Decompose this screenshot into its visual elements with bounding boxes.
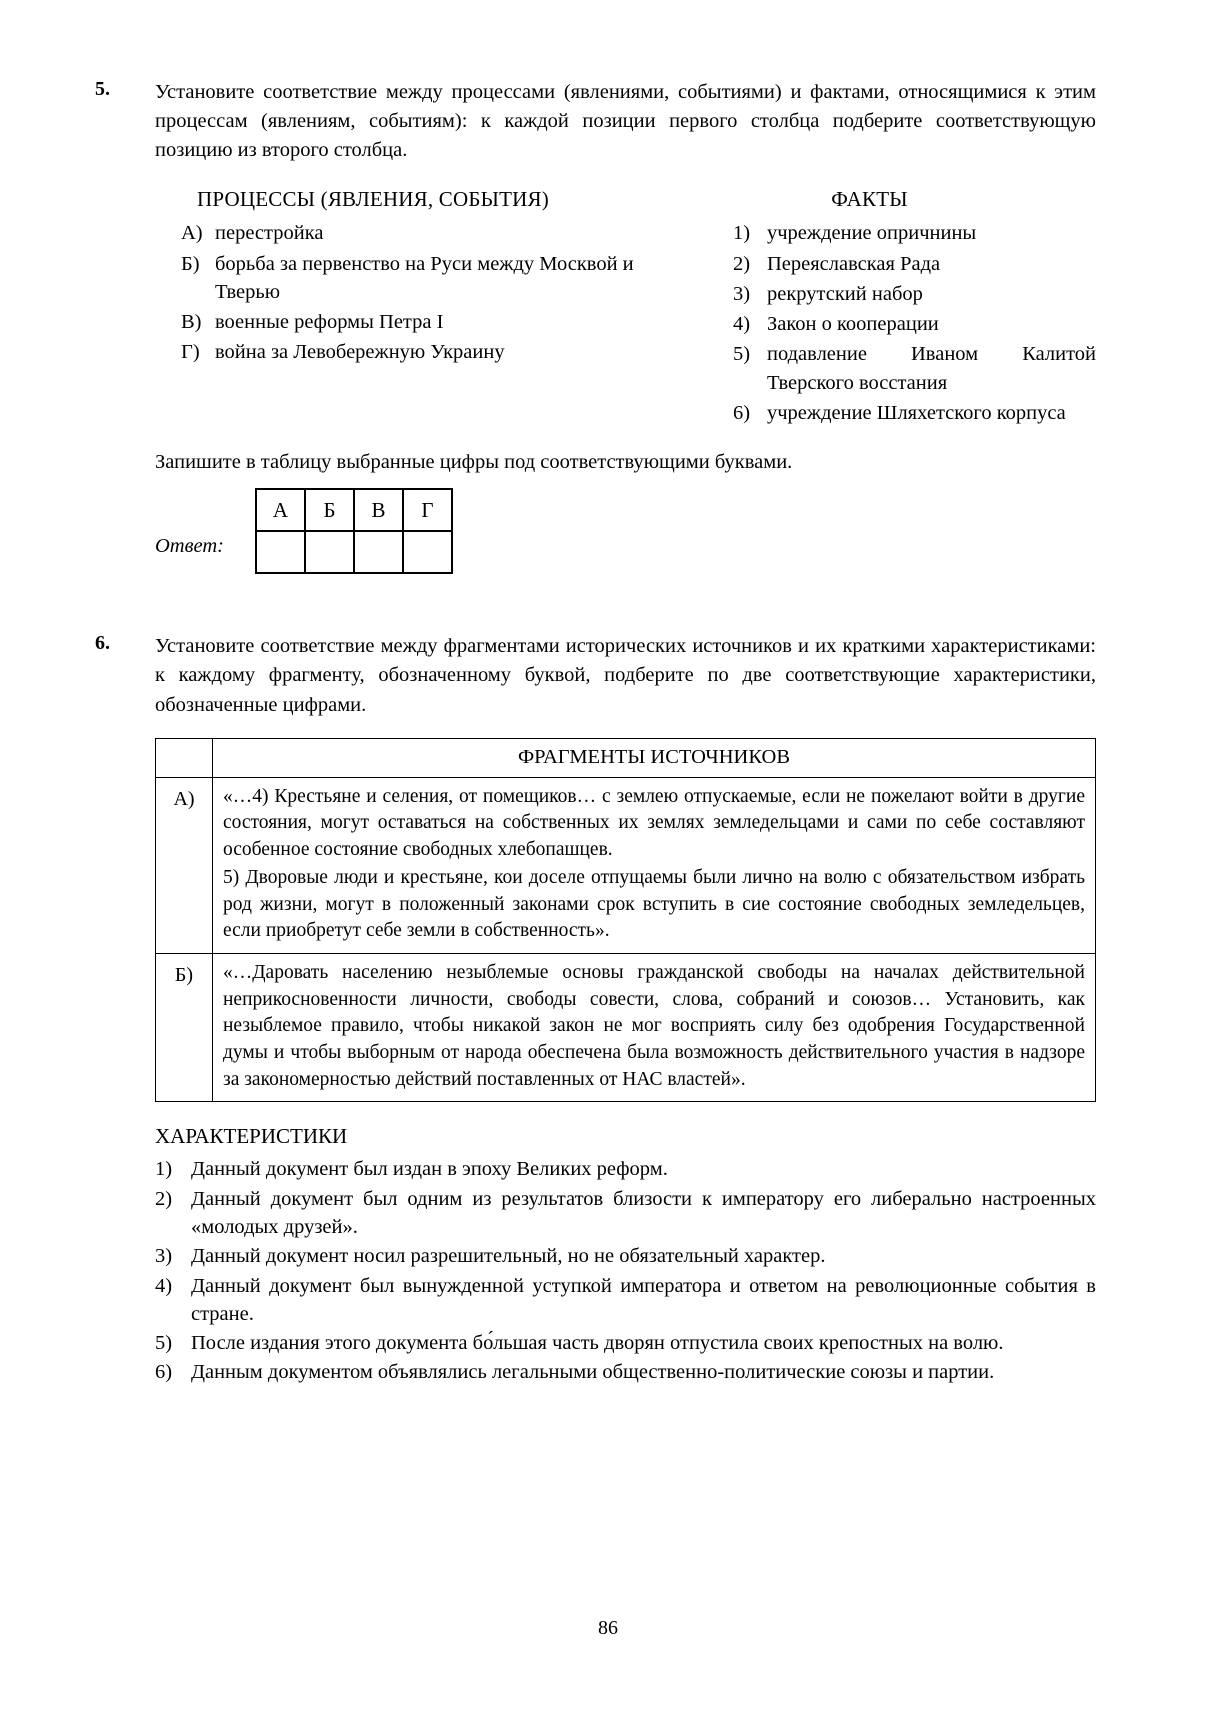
page-number: 86 xyxy=(598,1617,618,1639)
item-text: Данный документ был одним из результатов близости к императору его либерально настроенных «молодых друзей». xyxy=(191,1187,1096,1238)
answer-header-cell: В xyxy=(354,489,403,531)
item-text: война за Левобережную Украину xyxy=(215,341,505,364)
fragment-text xyxy=(213,953,1096,1102)
list-item xyxy=(733,219,1096,247)
answer-input-cell[interactable] xyxy=(403,531,452,573)
sources-table xyxy=(155,738,1096,1103)
item-marker: Г) xyxy=(181,341,200,364)
fragment-paragraph: «…4) Крестьяне и селения, от помещиков… с землею отпускаемые, если не пожелают войти в другие состояния, могут оставаться на собственных их землях земледельцами и сами по себе составляют особенное состояние свободных хлебопашцев. xyxy=(223,785,1085,861)
answer-header-cell: Г xyxy=(403,489,452,531)
item-marker: 6) xyxy=(733,402,751,425)
list-item xyxy=(733,280,1096,308)
list-item xyxy=(733,310,1096,338)
item-text: Данный документ был издан в эпоху Великих реформ. xyxy=(191,1158,668,1181)
list-item xyxy=(181,219,663,247)
table-row xyxy=(156,953,1096,1102)
item-marker: 4) xyxy=(155,1274,173,1297)
fragment-paragraph: «…Даровать населению незыблемые основы гражданской свободы на началах действительной неприкосновенности личности, свободы совести, слова, собраний и союзов… Установить, как незыблемое правило, чтобы никакой закон не мог восприять силу без одобрения Государственной думы и чтобы выборным от народа обеспечена была возможность действительного участия в надзоре за закономерностью действий поставленных от НАС властей». xyxy=(223,961,1085,1090)
facts-header: ФАКТЫ xyxy=(831,187,908,212)
item-marker: 6) xyxy=(155,1361,173,1384)
item-marker: 2) xyxy=(733,252,751,275)
answer-input-cell[interactable] xyxy=(256,531,305,573)
list-item xyxy=(733,250,1096,278)
task-5 xyxy=(95,78,1096,574)
task-6-number: 6. xyxy=(95,632,110,655)
item-marker: 2) xyxy=(155,1187,173,1210)
item-marker: 3) xyxy=(155,1245,173,1268)
item-marker: 1) xyxy=(155,1158,173,1181)
answer-header-cell: А xyxy=(256,489,305,531)
task-5-answer-row xyxy=(155,488,1096,574)
task-5-stem: Установите соответствие между процессами (явлениями, событиями) и фактами, относящимися к этим процессам (явлениям, событиям): к каждой позиции первого столбца подберите соответствующую позицию из второго столбца. xyxy=(155,81,1096,162)
task-5-number: 5. xyxy=(95,78,110,100)
table-row xyxy=(156,738,1096,777)
processes-column xyxy=(155,187,663,429)
list-item xyxy=(181,308,663,336)
task-6 xyxy=(95,632,1096,1386)
list-item xyxy=(733,340,1096,397)
answer-input-cell[interactable] xyxy=(305,531,354,573)
fragment-paragraph: 5) Дворовые люди и крестьяне, кои доселе отпущаемы были лично на волю с обязательством избрать род жизни, могут в положенный законами срок вступить в сие состояние свободных земледельцев, если приобретут себе земли в собственность». xyxy=(223,866,1085,942)
item-text: Данный документ носил разрешительный, но не обязательный характер. xyxy=(191,1245,826,1268)
task-5-body xyxy=(155,78,1096,574)
fragment-letter: Б) xyxy=(156,953,213,1102)
task-6-stem: Установите соответствие между фрагментами исторических источников и их краткими характеристиками: к каждому фрагменту, обозначенному буквой, подберите по две соответствующие характеристики, обозначенные цифрами. xyxy=(155,635,1096,716)
item-text: подавление Иваном Калитой Тверского восстания xyxy=(767,343,1096,394)
task-5-columns xyxy=(155,187,1096,429)
item-text: учреждение опричнины xyxy=(767,222,977,245)
item-text: После издания этого документа бо́льшая часть дворян отпустила своих крепостных на волю. xyxy=(191,1332,1004,1355)
list-item xyxy=(155,1272,1096,1329)
table-row xyxy=(156,777,1096,953)
item-text: военные реформы Петра I xyxy=(215,311,444,334)
list-item xyxy=(181,250,663,307)
item-marker: 5) xyxy=(155,1332,173,1355)
item-marker: В) xyxy=(181,311,202,334)
list-item xyxy=(155,1242,1096,1270)
item-text: борьба за первенство на Руси между Москвой и Тверью xyxy=(215,252,634,303)
answer-label: Ответ: xyxy=(155,534,224,557)
task-5-note: Запишите в таблицу выбранные цифры под соответствующими буквами. xyxy=(155,451,793,474)
fragment-text xyxy=(213,777,1096,953)
item-text: рекрутский набор xyxy=(767,282,923,305)
item-text: перестройка xyxy=(215,222,324,245)
list-item xyxy=(181,338,663,366)
list-item xyxy=(155,1329,1096,1357)
item-text: учреждение Шляхетского корпуса xyxy=(767,402,1066,425)
item-marker: Б) xyxy=(181,252,200,275)
answer-table xyxy=(255,488,453,574)
list-item xyxy=(155,1358,1096,1386)
list-item xyxy=(155,1185,1096,1242)
item-marker: 4) xyxy=(733,313,751,336)
item-text: Данным документом объявлялись легальными общественно-политические союзы и партии. xyxy=(191,1361,995,1384)
item-text: Данный документ был вынужденной уступкой императора и ответом на революционные события в стране. xyxy=(191,1274,1096,1325)
item-marker: А) xyxy=(181,222,203,245)
sources-table-header: ФРАГМЕНТЫ ИСТОЧНИКОВ xyxy=(213,738,1096,777)
task-6-body xyxy=(155,632,1096,1386)
fragment-letter: А) xyxy=(156,777,213,953)
answer-header-cell: Б xyxy=(305,489,354,531)
characteristics-list xyxy=(155,1155,1096,1386)
table-corner-cell xyxy=(156,738,213,777)
processes-header: ПРОЦЕССЫ (ЯВЛЕНИЯ, СОБЫТИЯ) xyxy=(197,187,549,212)
item-text: Закон о кооперации xyxy=(767,313,939,336)
list-item xyxy=(733,399,1096,427)
characteristics-title: ХАРАКТЕРИСТИКИ xyxy=(155,1124,348,1149)
answer-input-cell[interactable] xyxy=(354,531,403,573)
item-marker: 5) xyxy=(733,343,751,366)
item-marker: 3) xyxy=(733,282,751,305)
facts-column xyxy=(663,187,1096,429)
table-row xyxy=(256,531,452,573)
list-item xyxy=(155,1155,1096,1183)
table-row xyxy=(256,489,452,531)
item-marker: 1) xyxy=(733,222,751,245)
item-text: Переяславская Рада xyxy=(767,252,941,275)
